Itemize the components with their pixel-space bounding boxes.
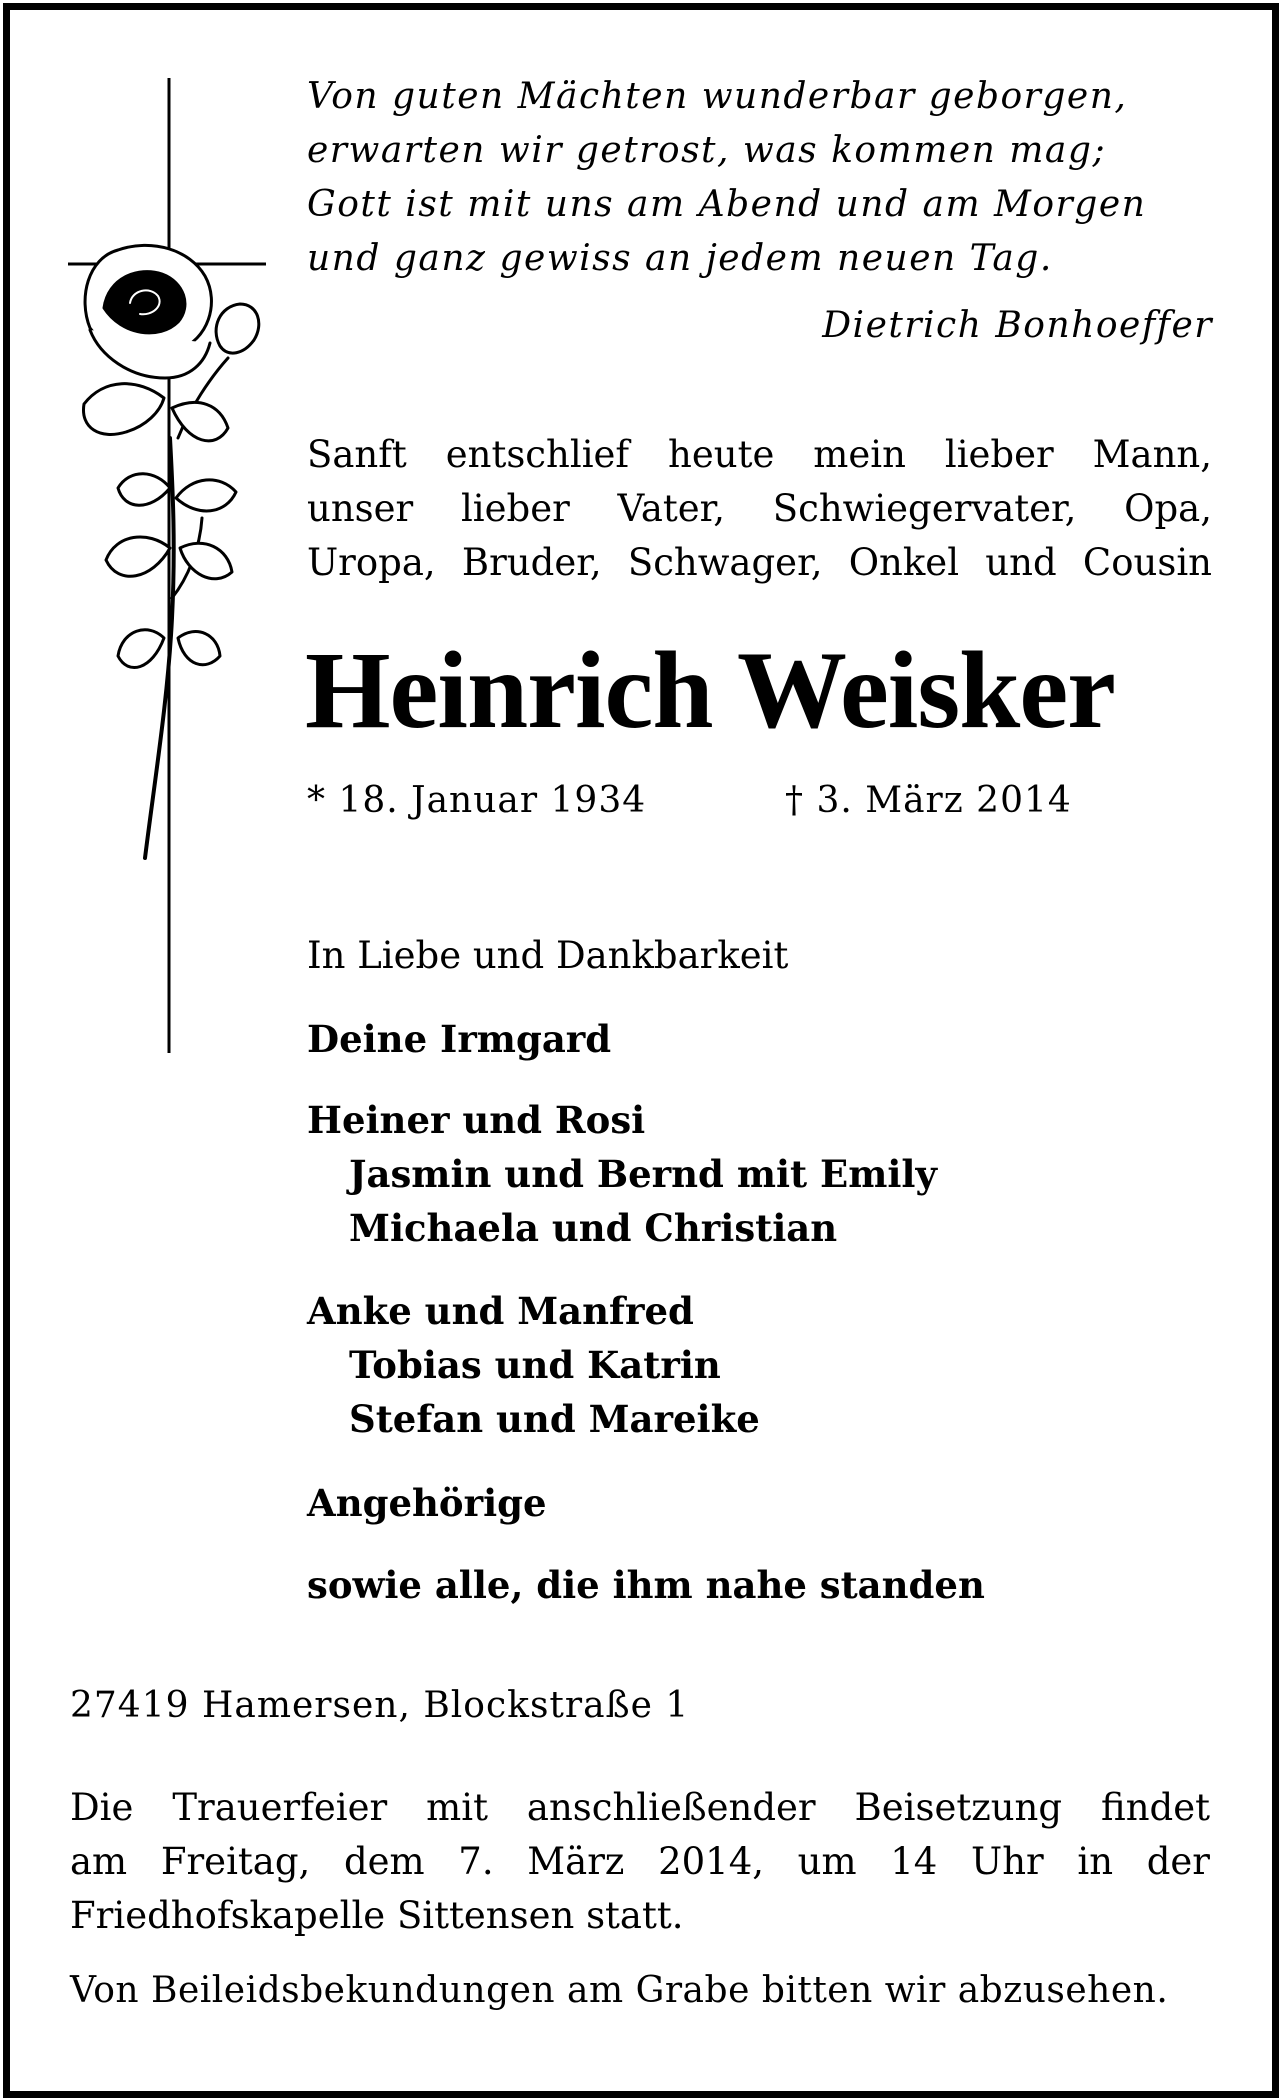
family-head: Heiner und Rosi <box>307 1098 646 1142</box>
greeting: In Liebe und Dankbarkeit <box>307 934 789 977</box>
ceremony-line: Friedhofskapelle Sittensen statt. <box>70 1894 684 1937</box>
quote-line: und ganz gewiss an jedem neuen Tag. <box>307 238 1053 279</box>
intro-text <box>307 428 1212 590</box>
intro-line: Uropa, Bruder, Schwager, Onkel und Cousin <box>307 541 1212 584</box>
condolence-note: Von Beileidsbekundungen am Grabe bitten wir abzusehen. <box>70 1970 1169 2011</box>
address: 27419 Hamersen, Blockstraße 1 <box>70 1685 690 1726</box>
rose-icon <box>83 245 258 858</box>
bible-quote <box>307 70 1212 286</box>
quote-line: erwarten wir getrost, was kommen mag; <box>307 130 1107 171</box>
ceremony-line: Die Trauerfeier mit anschließender Beisetzung findet <box>70 1786 1210 1829</box>
quote-line: Von guten Mächten wunderbar geborgen, <box>307 76 1128 117</box>
intro-line: Sanft entschlief heute mein lieber Mann, <box>307 433 1212 476</box>
spouse-name: Deine Irmgard <box>307 1017 612 1061</box>
ceremony-info <box>70 1781 1210 1943</box>
death-date: † 3. März 2014 <box>785 780 1072 821</box>
relatives: Angehörige <box>307 1481 547 1525</box>
intro-line: unser lieber Vater, Schwiegervater, Opa, <box>307 487 1212 530</box>
birth-date: * 18. Januar 1934 <box>307 780 647 821</box>
family-child: Tobias und Katrin <box>349 1343 721 1387</box>
family-child: Jasmin und Bernd mit Emily <box>349 1152 937 1196</box>
cross-icon <box>68 78 266 1053</box>
family-head: Anke und Manfred <box>307 1289 694 1333</box>
cross-with-rose-icon <box>60 78 300 1058</box>
family-child: Stefan und Mareike <box>349 1397 760 1441</box>
family-group-1 <box>307 1093 937 1255</box>
family-child: Michaela und Christian <box>349 1206 838 1250</box>
family-group-2 <box>307 1284 760 1446</box>
others: sowie alle, die ihm nahe standen <box>307 1563 985 1607</box>
quote-line: Gott ist mit uns am Abend und am Morgen <box>307 184 1147 225</box>
ceremony-line: am Freitag, dem 7. März 2014, um 14 Uhr in der <box>70 1840 1210 1883</box>
quote-author: Dietrich Bonhoeffer <box>822 305 1213 346</box>
deceased-name: Heinrich Weisker <box>305 629 1115 751</box>
